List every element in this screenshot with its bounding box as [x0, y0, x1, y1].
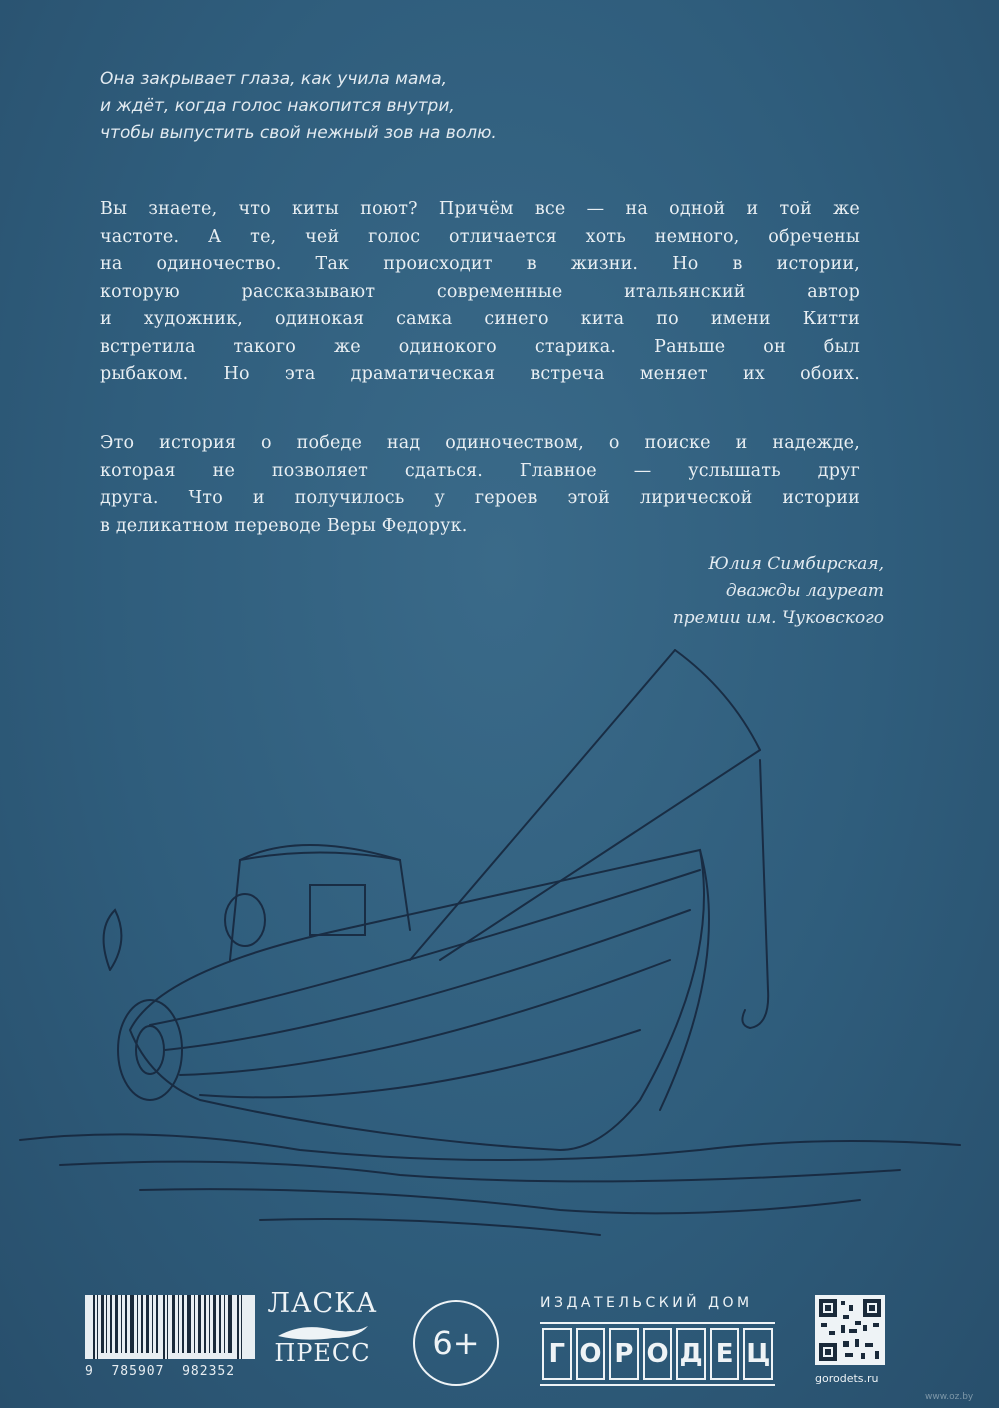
qr-code-icon — [815, 1295, 885, 1365]
paragraph-line: в деликатном переводе Веры Федорук. — [100, 515, 468, 536]
weasel-icon — [273, 1320, 373, 1344]
epigraph-line: и ждёт, когда голос накопится внутри, — [100, 96, 455, 116]
age-rating-badge: 6+ — [413, 1300, 499, 1386]
paragraph-line: и художник, одинокая самка синего кита по имени Китти — [100, 309, 860, 329]
review-signature — [673, 551, 884, 632]
paragraph-line: частоте. А те, чей голос отличается хоть немного, обречены — [100, 226, 860, 247]
paragraph-line: на одиночество. Так происходит в жизни. Но в истории, — [100, 254, 860, 274]
publisher-letter: О — [643, 1328, 673, 1380]
isbn-barcode — [85, 1295, 255, 1359]
imprint-line-1: ЛАСКА — [267, 1288, 378, 1319]
paragraph-line: друга. Что и получилось у героев этой лирической истории — [100, 488, 860, 508]
paragraph-line: Вы знаете, что киты поют? Причём все — на одной и той же — [100, 199, 860, 219]
publisher-letter: Д — [676, 1328, 706, 1380]
watermark: www.oz.by — [925, 1392, 974, 1402]
signature-line: премии им. Чуковского — [672, 608, 884, 628]
laska-press-logo — [265, 1290, 380, 1390]
annotation-paragraph-2 — [100, 430, 860, 540]
publisher-letter: Р — [609, 1328, 639, 1380]
paragraph-line: рыбаком. Но эта драматическая встреча меняет их обоих. — [100, 364, 860, 384]
imprint-line-2: ПРЕСС — [274, 1339, 371, 1367]
publisher-letter: Г — [542, 1328, 572, 1380]
publisher-letter: О — [576, 1328, 606, 1380]
epigraph-line: чтобы выпустить свой нежный зов на волю. — [100, 123, 497, 143]
paragraph-line: Это история о победе над одиночеством, о поиске и надежде, — [100, 433, 860, 453]
paragraph-line: которая не позволяет сдаться. Главное — услышать друг — [100, 460, 860, 481]
publisher-logo — [540, 1322, 775, 1386]
barcode-bars-icon — [85, 1295, 255, 1359]
epigraph-line: Она закрывает глаза, как учила мама, — [100, 69, 448, 89]
paragraph-line: встретила такого же одинокого старика. Раньше он был — [100, 336, 860, 357]
publisher-letter: Ц — [743, 1328, 773, 1380]
boat-illustration — [0, 630, 999, 1270]
paragraph-line: которую рассказывают современные итальянский автор — [100, 281, 860, 302]
isbn-number: 9 785907 982352 — [85, 1364, 236, 1379]
publisher-letter: Е — [710, 1328, 740, 1380]
publisher-label: ИЗДАТЕЛЬСКИЙ ДОМ — [540, 1295, 753, 1311]
signature-line: дважды лауреат — [725, 581, 884, 601]
annotation-paragraph-1 — [100, 196, 860, 389]
epigraph — [100, 66, 660, 147]
signature-line: Юлия Симбирская, — [708, 554, 884, 574]
publisher-website: gorodets.ru — [815, 1372, 879, 1385]
